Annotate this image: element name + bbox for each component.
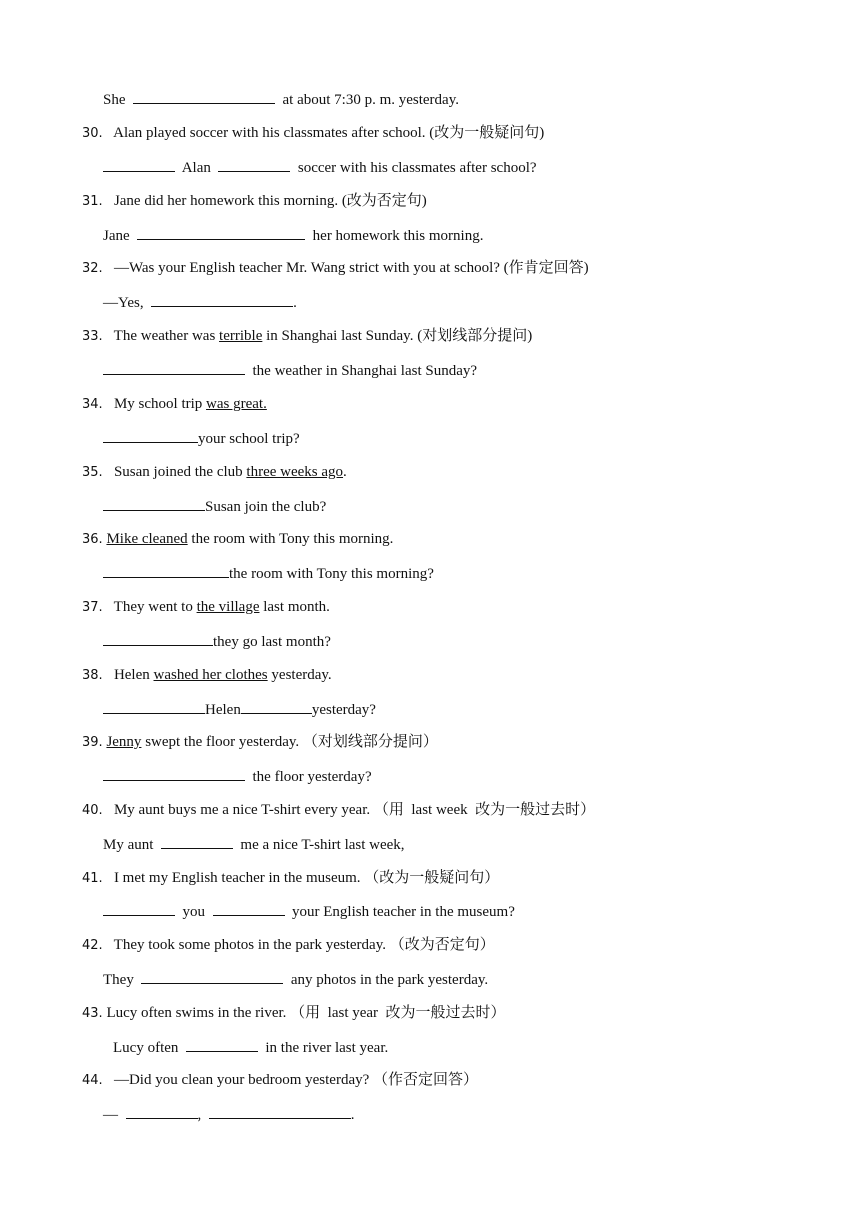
question-number: 33. <box>82 329 103 344</box>
answer-blank[interactable] <box>126 1104 198 1119</box>
answer-blank[interactable] <box>103 766 245 781</box>
q37-answer-line: they go last month? <box>103 631 331 651</box>
question-number: 44. <box>82 1073 103 1088</box>
q31-answer-line: Jane her homework this morning. <box>103 225 483 245</box>
answer-blank[interactable] <box>103 360 245 375</box>
question-44: 44. —Did you clean your bedroom yesterday? （作否定回答） <box>82 1072 479 1088</box>
question-number: 38. <box>82 668 103 683</box>
question-32: 32. —Was your English teacher Mr. Wang strict with you at school? (作肯定回答) <box>82 260 589 276</box>
question-number: 30. <box>82 126 103 141</box>
question-37: 37. They went to the village last month. <box>82 599 330 615</box>
q29-answer-line: She at about 7:30 p. m. yesterday. <box>103 89 459 109</box>
q34-answer-line: your school trip? <box>103 428 300 448</box>
answer-blank[interactable] <box>103 563 229 578</box>
question-42: 42. They took some photos in the park yesterday. （改为否定句） <box>82 937 495 953</box>
q39-answer-line: the floor yesterday? <box>103 766 372 786</box>
underlined-part: Jenny <box>106 734 142 750</box>
answer-blank[interactable] <box>103 157 175 172</box>
question-number: 43. <box>82 1006 103 1021</box>
question-41: 41. I met my English teacher in the museum. （改为一般疑问句） <box>82 870 500 886</box>
question-number: 37. <box>82 600 103 615</box>
question-30: 30. Alan played soccer with his classmates after school. (改为一般疑问句) <box>82 125 545 141</box>
q32-answer-line: —Yes, . <box>103 292 297 312</box>
answer-blank[interactable] <box>141 969 283 984</box>
answer-blank[interactable] <box>137 225 305 240</box>
q38-answer-line: Helen yesterday? <box>103 699 376 719</box>
question-43: 43. Lucy often swims in the river. （用 last year 改为一般过去时） <box>82 1005 506 1021</box>
answer-blank[interactable] <box>103 699 205 714</box>
question-34: 34. My school trip was great. <box>82 396 267 412</box>
question-number: 31. <box>82 194 103 209</box>
question-number: 41. <box>82 871 103 886</box>
q40-answer-line: My aunt me a nice T-shirt last week, <box>103 834 405 854</box>
q42-answer-line: They any photos in the park yesterday. <box>103 969 488 989</box>
answer-blank[interactable] <box>213 901 285 916</box>
question-number: 39. <box>82 735 103 750</box>
answer-blank[interactable] <box>209 1104 351 1119</box>
question-31: 31. Jane did her homework this morning. (改为否定句) <box>82 193 427 209</box>
underlined-part: the village <box>196 599 260 615</box>
question-39: 39. Jenny swept the floor yesterday. （对划线部分提问） <box>82 734 438 750</box>
question-33: 33. The weather was terrible in Shanghai last Sunday. (对划线部分提问) <box>82 328 533 344</box>
answer-blank[interactable] <box>241 699 312 714</box>
q41-answer-line: you your English teacher in the museum? <box>103 901 515 921</box>
question-number: 32. <box>82 261 103 276</box>
underlined-part: terrible <box>219 328 263 344</box>
question-number: 36. <box>82 532 103 547</box>
question-35: 35. Susan joined the club three weeks ago. <box>82 464 347 480</box>
answer-blank[interactable] <box>103 428 198 443</box>
underlined-part: three weeks ago <box>246 464 344 480</box>
question-40: 40. My aunt buys me a nice T-shirt every year. （用 last week 改为一般过去时） <box>82 802 596 818</box>
question-number: 34. <box>82 397 103 412</box>
q30-answer-line: Alan soccer with his classmates after school? <box>103 157 537 177</box>
question-38: 38. Helen washed her clothes yesterday. <box>82 667 332 683</box>
answer-blank[interactable] <box>161 834 233 849</box>
question-number: 42. <box>82 938 103 953</box>
q36-answer-line: the room with Tony this morning? <box>103 563 434 583</box>
answer-blank[interactable] <box>103 901 175 916</box>
question-number: 40. <box>82 803 103 818</box>
q33-answer-line: the weather in Shanghai last Sunday? <box>103 360 477 380</box>
underlined-part: washed her clothes <box>153 667 268 683</box>
answer-blank[interactable] <box>103 496 205 511</box>
answer-blank[interactable] <box>103 631 213 646</box>
answer-blank[interactable] <box>186 1037 258 1052</box>
question-number: 35. <box>82 465 103 480</box>
q35-answer-line: Susan join the club? <box>103 496 326 516</box>
underlined-part: Mike cleaned <box>106 531 188 547</box>
answer-blank[interactable] <box>151 292 293 307</box>
q43-answer-line: Lucy often in the river last year. <box>113 1037 388 1057</box>
answer-blank[interactable] <box>133 89 275 104</box>
underlined-part: was great. <box>206 396 267 412</box>
answer-blank[interactable] <box>218 157 290 172</box>
q44-answer-line: — , . <box>103 1104 355 1124</box>
question-36: 36. Mike cleaned the room with Tony this morning. <box>82 531 394 547</box>
